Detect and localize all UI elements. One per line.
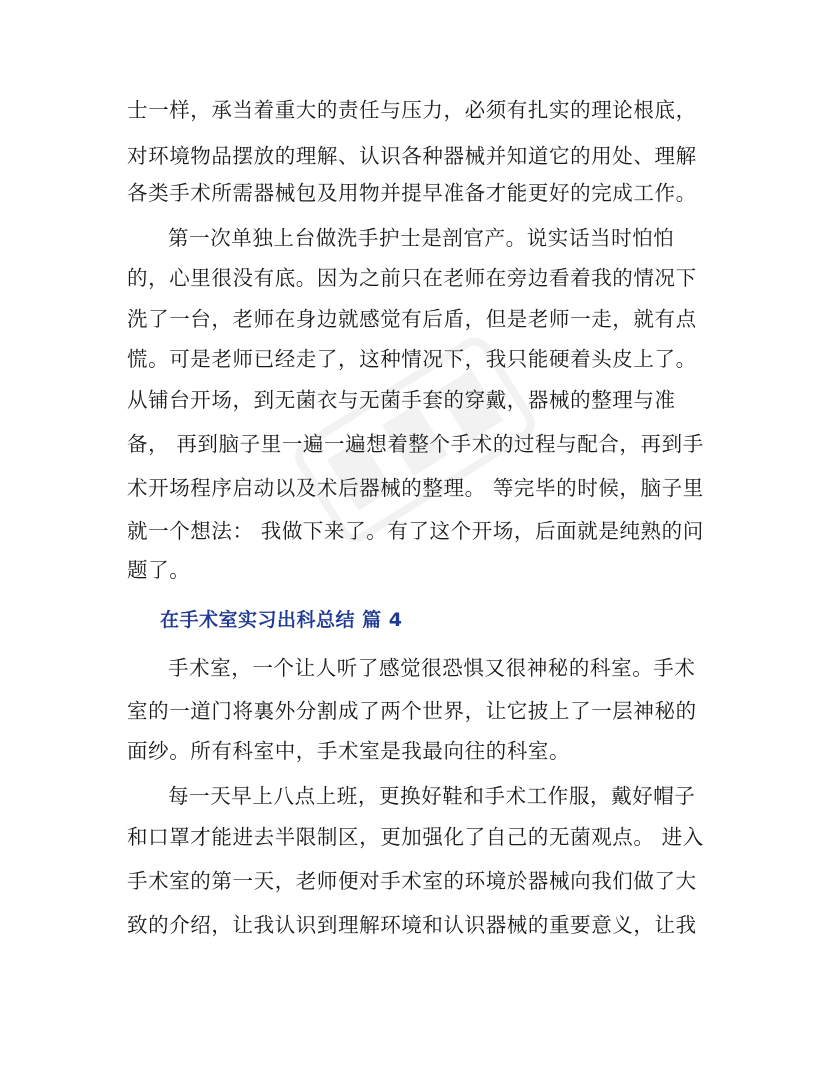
paragraph-2-line-9: 题了。 bbox=[127, 558, 191, 582]
paragraph-4-line-2: 和口罩才能进去半限制区，更加强化了自己的无菌观点。 进入 bbox=[127, 825, 704, 849]
paragraph-4-line-4: 致的介绍，让我认识到理解环境和认识器械的重要意义，让我 bbox=[127, 913, 697, 937]
paragraph-2-line-4: 慌。可是老师已经走了，这种情况下，我只能硬着头皮上了。 bbox=[127, 347, 697, 371]
paragraph-4-line-1: 每一天早上八点上班，更换好鞋和手术工作服，戴好帽子 bbox=[168, 784, 696, 808]
paragraph-1-line-1: 士一样，承当着重大的责任与压力，必须有扎实的理论根底， bbox=[127, 98, 697, 122]
paragraph-2-line-5: 从铺台开场，到无菌衣与无菌手套的穿戴，器械的整理与准 bbox=[127, 388, 676, 412]
paragraph-2-line-8: 就一个想法： 我做下来了。有了这个开场，后面就是纯熟的问 bbox=[127, 519, 704, 543]
paragraph-3-line-1: 手术室，一个让人听了感觉很恐惧又很神秘的科室。手术 bbox=[168, 656, 696, 680]
paragraph-3-line-2: 室的一道门将裏外分割成了两个世界，让它披上了一层神秘的 bbox=[127, 699, 697, 723]
paragraph-3-line-3: 面纱。所有科室中，手术室是我最向往的科室。 bbox=[127, 739, 571, 763]
paragraph-2-line-1: 第一次单独上台做洗手护士是剖官产。说实话当时怕怕 bbox=[168, 226, 675, 250]
paragraph-4-line-3: 手术室的第一天，老师便对手术室的环境於器械向我们做了大 bbox=[127, 869, 697, 893]
section-heading: 在手术室实习出科总结 篇 4 bbox=[160, 609, 403, 631]
paragraph-1-line-3: 各类手术所需器械包及用物并提早准备才能更好的完成工作。 bbox=[127, 181, 697, 205]
paragraph-2-line-3: 洗了一台，老师在身边就感觉有后盾，但是老师一走，就有点 bbox=[127, 307, 697, 331]
paragraph-2-line-6: 备， 再到脑子里一遍一遍想着整个手术的过程与配合，再到手 bbox=[127, 432, 704, 456]
paragraph-1-line-2: 对环境物品摆放的理解、认识各种器械并知道它的用处、理解 bbox=[127, 144, 697, 168]
paragraph-2-line-7: 术开场程序启动以及术后器械的整理。 等完毕的时候，脑子里 bbox=[127, 476, 704, 500]
paragraph-2-line-2: 的，心里很没有底。因为之前只在老师在旁边看着我的情况下 bbox=[127, 266, 697, 290]
